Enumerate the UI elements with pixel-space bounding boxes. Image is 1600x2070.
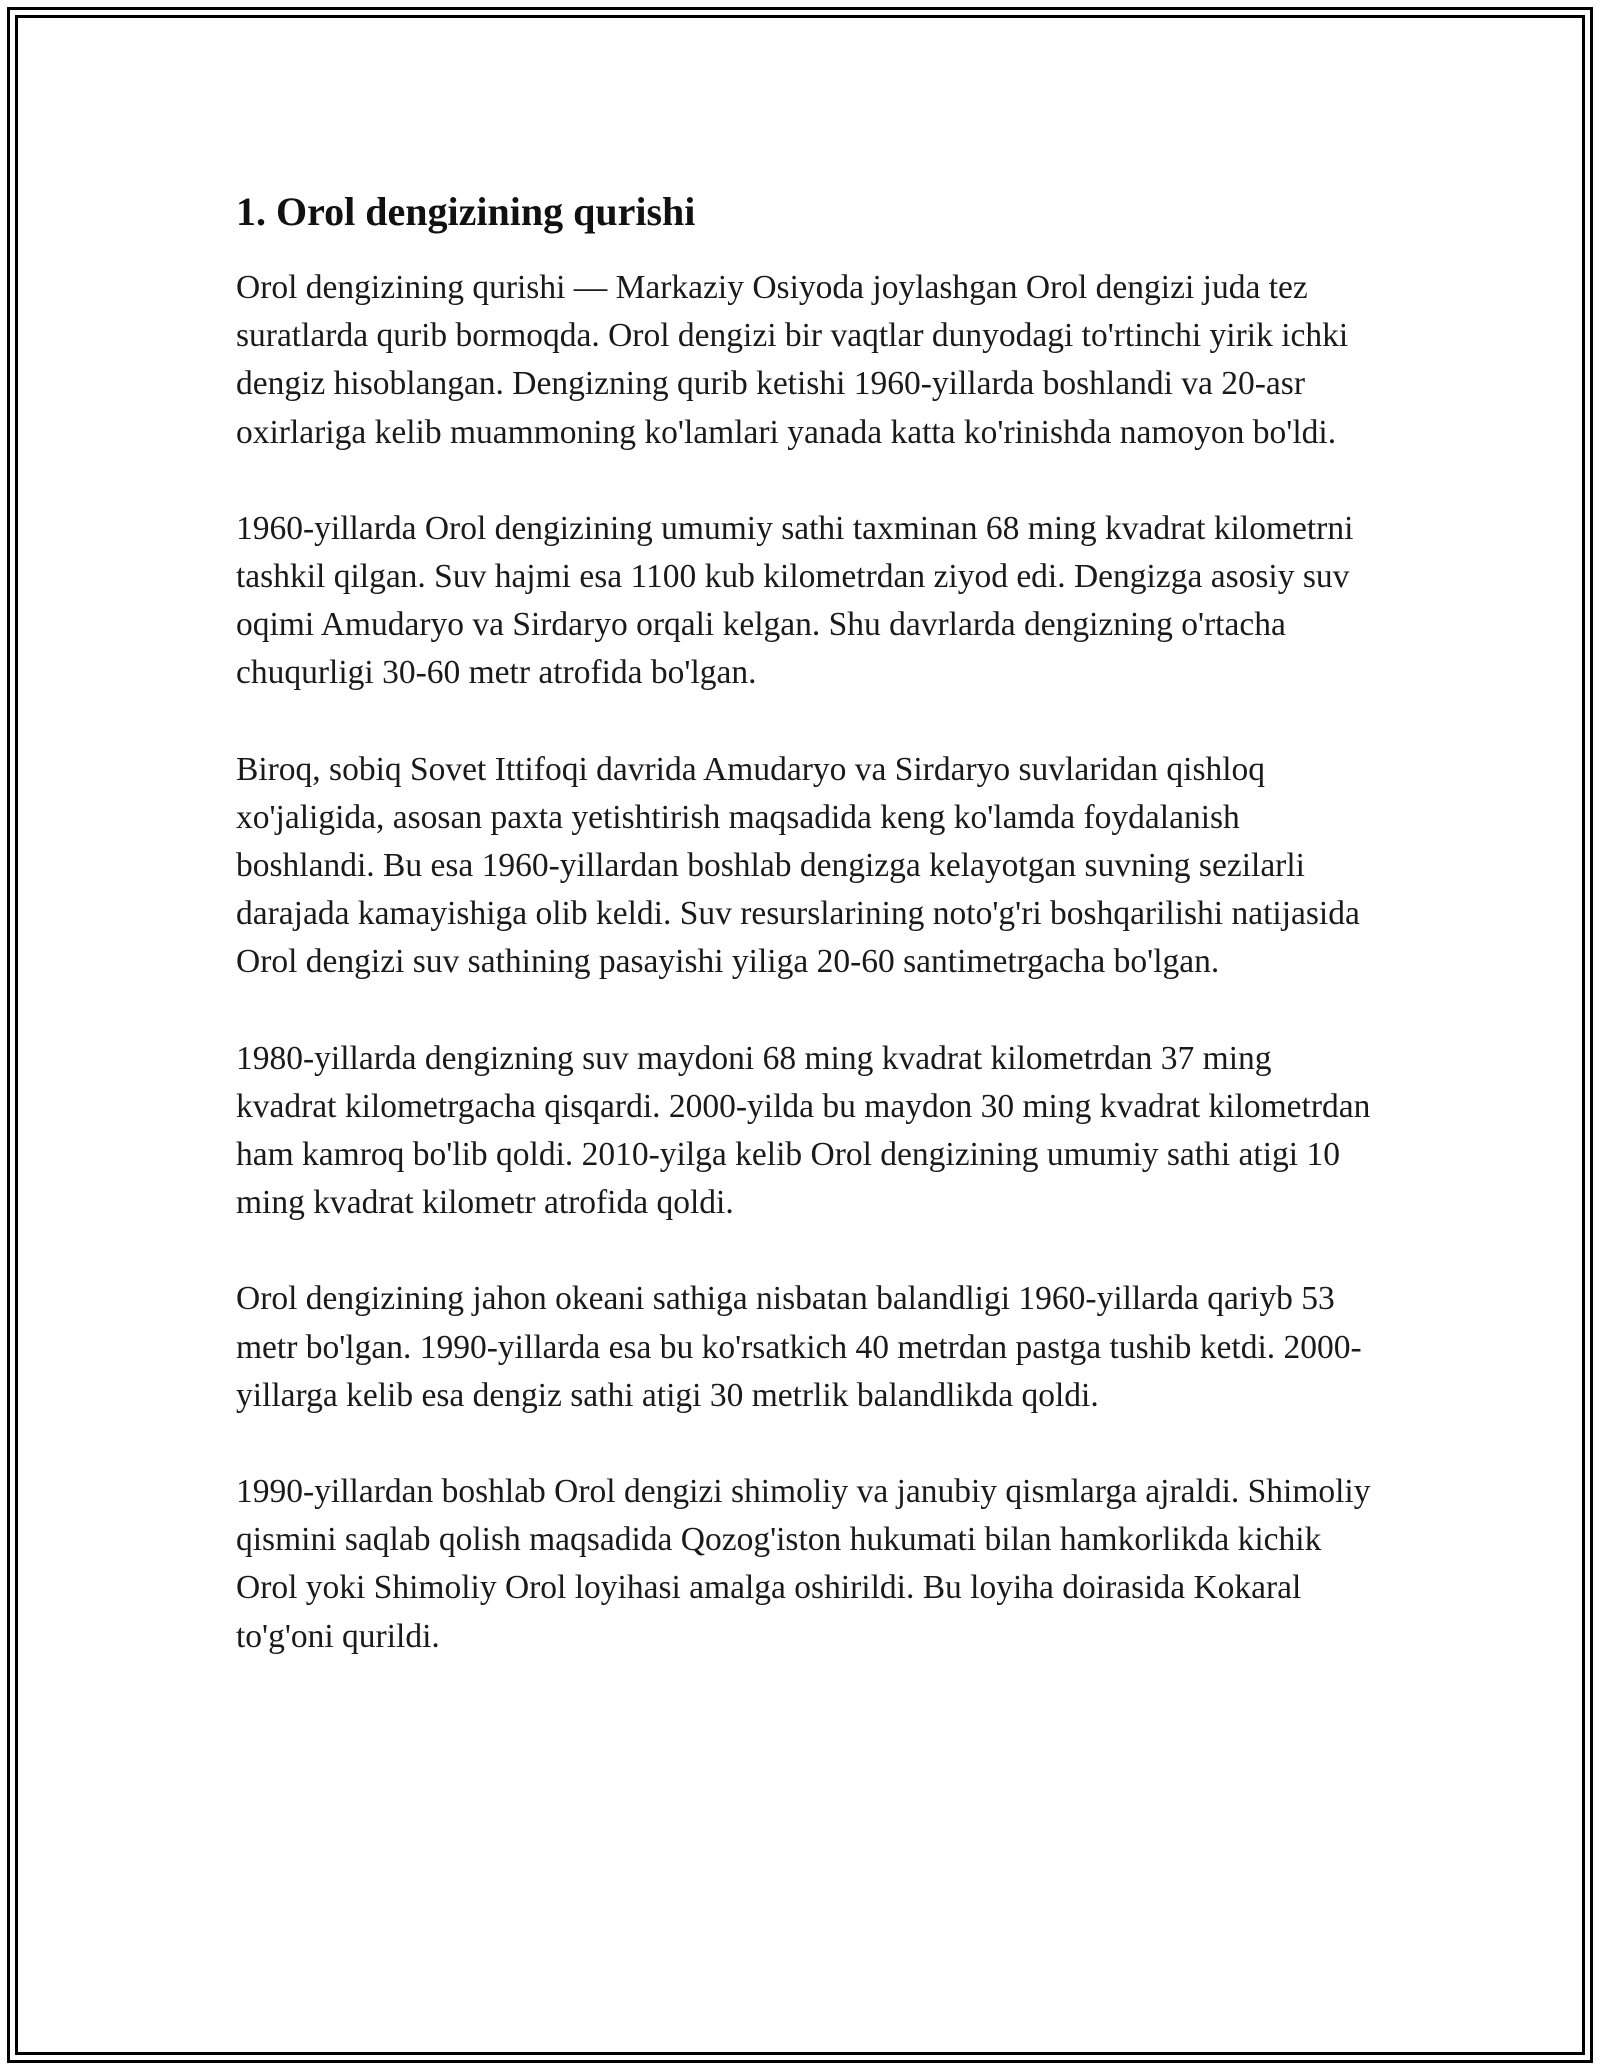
document-body [236,188,1376,1709]
paragraph-area-decline: 1980-yillarda dengizning suv maydoni 68 ming kvadrat kilometrdan 37 ming kvadrat kilometrgacha qisqardi. 2000-yilda bu maydon 30 ming kvadrat kilometrdan ham kamroq bo'lib qoldi. 2010-yilga kelib Orol dengizining umumiy sathi atigi 10 ming kvadrat kilometr atrofida qoldi. [236,1039,1371,1222]
paragraph-intro: Orol dengizining qurishi — Markaziy Osiyoda joylashgan Orol dengizi juda tez suratlarda qurib bormoqda. Orol dengizi bir vaqtlar dunyodagi to'rtinchi yirik ichki dengiz hisoblangan. Dengizning qurib ketishi 1960-yillarda boshlandi va 20-asr oxirlariga kelib muammoning ko'lamlari yanada katta ko'rinishda namoyon bo'ldi. [236,269,1349,451]
paragraph-north-south-split: 1990-yillardan boshlab Orol dengizi shimoliy va janubiy qismlarga ajraldi. Shimoliy qismini saqlab qolish maqsadida Qozog'iston hukumati bilan hamkorlikda kichik Orol yoki Shimoliy Orol loyihasi amalga oshirildi. Bu loyiha doirasida Kokaral to'g'oni qurildi. [236,1473,1371,1655]
paragraph-elevation: Orol dengizining jahon okeani sathiga nisbatan balandligi 1960-yillarda qariyb 53 metr bo'lgan. 1990-yillarda esa bu ko'rsatkich 40 metrdan pastga tushib ketdi. 2000-yillarga kelib esa dengiz sathi atigi 30 metrlik balandlikda qoldi. [236,1280,1362,1414]
paragraph-1960s-area: 1960-yillarda Orol dengizining umumiy sathi taxminan 68 ming kvadrat kilometrni tashkil qilgan. Suv hajmi esa 1100 kub kilometrdan ziyod edi. Dengizga asosiy suv oqimi Amudaryo va Sirdaryo orqali kelgan. Shu davrlarda dengizning o'rtacha chuqurligi 30-60 metr atrofida bo'lgan. [236,509,1354,692]
section-heading: 1. Orol dengizining qurishi [236,189,696,234]
paragraph-soviet-irrigation: Biroq, sobiq Sovet Ittifoqi davrida Amudaryo va Sirdaryo suvlaridan qishloq xo'jaligida, asosan paxta yetishtirish maqsadida keng ko'lamda foydalanish boshlandi. Bu esa 1960-yillardan boshlab dengizga kelayotgan suvning sezilarli darajada kamayishiga olib keldi. Suv resurslarining noto'g'ri boshqarilishi natijasida Orol dengizi suv sathining pasayishi yiliga 20-60 santimetrgacha bo'lgan. [236,750,1360,981]
